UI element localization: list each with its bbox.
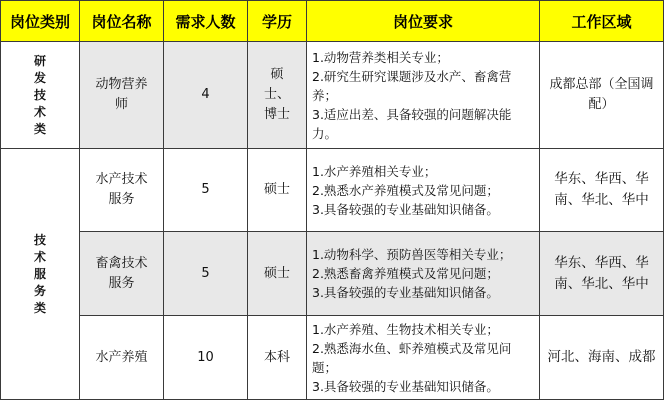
- header-category: 岗位类别: [1, 1, 80, 42]
- table-row: [1, 316, 664, 400]
- requirement-line: 1.动物营养类相关专业；: [312, 49, 449, 65]
- requirement-line: 2.熟悉畜禽养殖模式及常见问题；: [312, 266, 499, 281]
- header-degree: 学历: [248, 1, 307, 42]
- header-row: [1, 1, 664, 42]
- requirements-cell: [307, 149, 540, 232]
- degree-cell: 硕士: [248, 149, 307, 232]
- requirement-line: 1.水产养殖、生物技术相关专业；: [312, 321, 499, 337]
- table-row: [1, 42, 664, 149]
- requirements-cell: [307, 232, 540, 316]
- region-cell: 河北、海南、成都: [540, 316, 664, 400]
- requirement-line: 3.具备较强的专业基础知识储备。: [312, 378, 499, 394]
- position-name: 水产养殖: [80, 316, 164, 400]
- requirement-line: 2.研究生研究课题涉及水产、畜禽营养；: [312, 68, 512, 103]
- degree-cell: 本科: [248, 316, 307, 400]
- requirement-line: 3.具备较强的专业基础知识储备。: [312, 201, 499, 217]
- header-count: 需求人数: [164, 1, 248, 42]
- requirement-line: 1.动物科学、预防兽医等相关专业；: [312, 247, 512, 262]
- region-cell: 成都总部（全国调配）: [540, 42, 664, 149]
- position-name: 动物营养师: [80, 42, 164, 149]
- category-label: 研发技术类: [33, 53, 46, 136]
- requirements-cell: [307, 42, 540, 149]
- position-name: 水产技术服务: [80, 149, 164, 232]
- region-cell: 华东、华西、华南、华北、华中: [540, 232, 664, 316]
- region-cell: 华东、华西、华南、华北、华中: [540, 149, 664, 232]
- header-requirements: 岗位要求: [307, 1, 540, 42]
- requirement-line: 3.具备较强的专业基础知识储备。: [312, 285, 499, 300]
- count-cell: 5: [164, 149, 248, 232]
- degree-cell: 硕士: [248, 232, 307, 316]
- count-cell: 4: [164, 42, 248, 149]
- table-row: [1, 232, 664, 316]
- table-row: [1, 149, 664, 232]
- position-name: 畜禽技术服务: [80, 232, 164, 316]
- count-cell: 10: [164, 316, 248, 400]
- requirement-line: 3.适应出差、具备较强的问题解决能力。: [312, 106, 512, 141]
- header-region: 工作区域: [540, 1, 664, 42]
- category-cell: [1, 149, 80, 400]
- requirements-cell: [307, 316, 540, 400]
- header-position: 岗位名称: [80, 1, 164, 42]
- degree-cell: 硕士、博士: [248, 42, 307, 149]
- category-label: 技术服务类: [33, 232, 46, 315]
- requirement-line: 2.熟悉海水鱼、虾养殖模式及常见问题；: [312, 340, 512, 375]
- count-cell: 5: [164, 232, 248, 316]
- requirement-line: 1.水产养殖相关专业；: [312, 163, 437, 179]
- category-cell: [1, 42, 80, 149]
- requirement-line: 2.熟悉水产养殖模式及常见问题；: [312, 182, 499, 198]
